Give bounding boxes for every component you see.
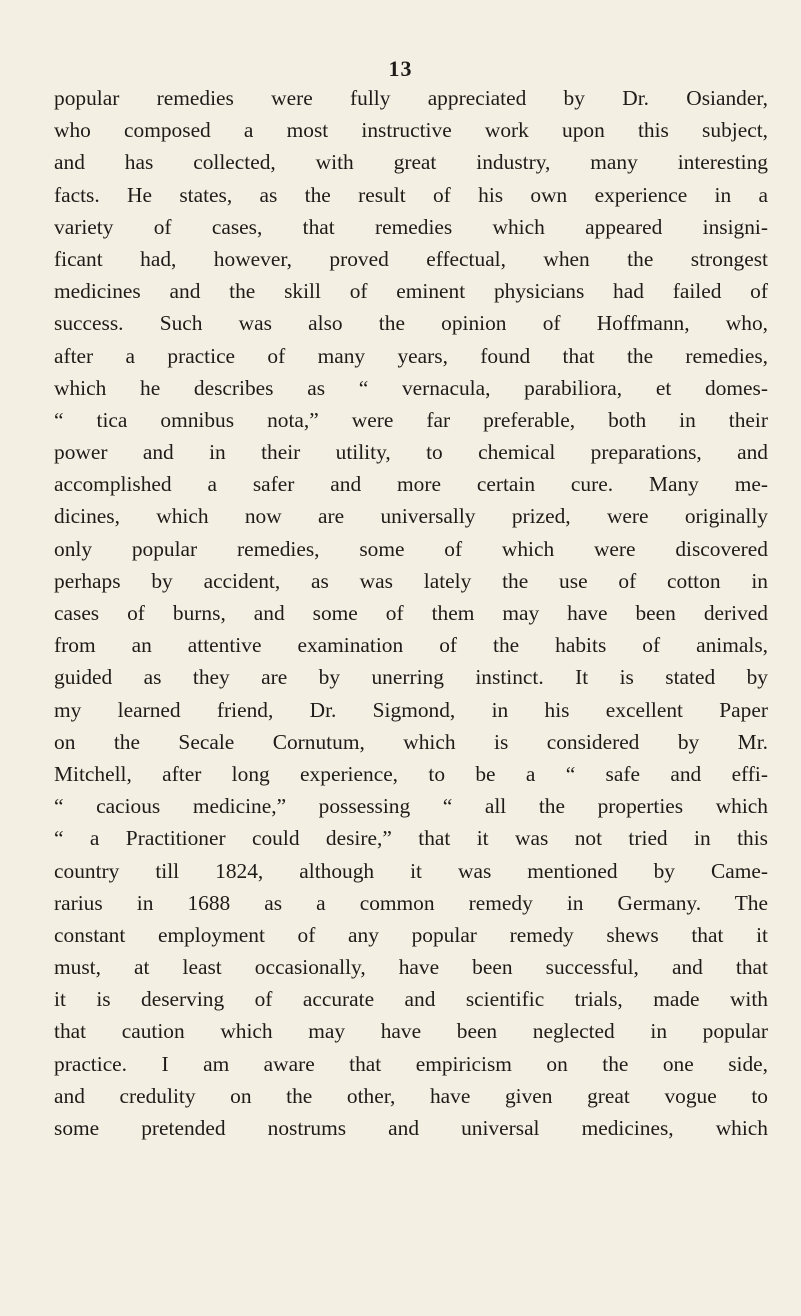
text-line: only popular remedies, some of which were discovered xyxy=(54,536,768,561)
text-line: perhaps by accident, as was lately the use of cotton in xyxy=(54,568,768,593)
text-line: variety of cases, that remedies which appeared insigni- xyxy=(54,214,768,239)
text-line: rarius in 1688 as a common remedy in Germany. The xyxy=(54,890,768,915)
text-line: medicines and the skill of eminent physicians had failed of xyxy=(54,279,768,304)
text-line: Mitchell, after long experience, to be a “ safe and effi- xyxy=(54,761,768,786)
text-line: must, at least occasionally, have been successful, and that xyxy=(54,955,768,980)
text-line: who composed a most instructive work upon this subject, xyxy=(54,118,768,143)
text-line: accomplished a safer and more certain cure. Many me- xyxy=(54,472,768,497)
text-line: guided as they are by unerring instinct. It is stated by xyxy=(54,665,768,690)
text-line: “ a Practitioner could desire,” that it was not tried in this xyxy=(54,826,768,851)
text-line: which he describes as “ vernacula, parabiliora, et domes- xyxy=(54,375,768,400)
text-line: cases of burns, and some of them may have been derived xyxy=(54,601,768,625)
text-line: it is deserving of accurate and scientific trials, made with xyxy=(54,987,768,1012)
text-line: success. Such was also the opinion of Hoffmann, who, xyxy=(54,311,768,336)
text-line: after a practice of many years, found that the remedies, xyxy=(54,343,768,368)
text-line: ficant had, however, proved effectual, when the strongest xyxy=(54,246,768,271)
text-line: popular remedies were fully appreciated by Dr. Osiander, xyxy=(54,86,768,110)
text-line: some pretended nostrums and universal medicines, which xyxy=(54,1116,768,1140)
text-line: on the Secale Cornutum, which is considered by Mr. xyxy=(54,729,768,754)
text-line: “ tica omnibus nota,” were far preferable, both in their xyxy=(54,407,768,432)
text-line: from an attentive examination of the habits of animals, xyxy=(54,633,768,658)
text-line: facts. He states, as the result of his own experience in a xyxy=(54,182,768,207)
text-line: that caution which may have been neglected in popular xyxy=(54,1019,768,1044)
text-line: power and in their utility, to chemical preparations, and xyxy=(54,440,768,465)
text-line: and has collected, with great industry, many interesting xyxy=(54,150,768,175)
text-line: constant employment of any popular remedy shews that it xyxy=(54,922,768,947)
text-line: “ cacious medicine,” possessing “ all the properties which xyxy=(54,794,768,819)
text-line: dicines, which now are universally prized, were originally xyxy=(54,504,768,529)
text-line: country till 1824, although it was mentioned by Came- xyxy=(54,858,768,883)
text-line: practice. I am aware that empiricism on the one side, xyxy=(54,1051,768,1076)
text-line: my learned friend, Dr. Sigmond, in his excellent Paper xyxy=(54,697,768,722)
text-line: and credulity on the other, have given great vogue to xyxy=(54,1083,768,1108)
body-text xyxy=(54,82,768,1144)
page-number: 13 xyxy=(388,56,413,81)
